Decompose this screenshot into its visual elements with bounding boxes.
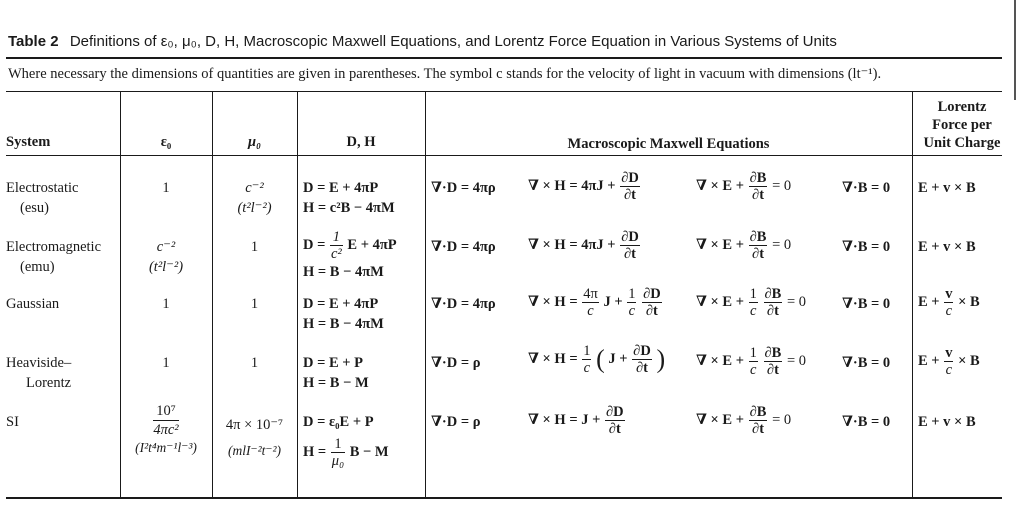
fraction-num: 10⁷ (153, 402, 178, 421)
fraction-den: ∂t (635, 360, 648, 376)
system-line1: Electromagnetic (6, 239, 102, 255)
table-title: Definitions of ε₀, μ₀, D, H, Macroscopic Maxwell Equations, and Lorentz Force Equation in Various Systems of Units (69, 33, 837, 50)
fraction (749, 404, 768, 437)
d-rhs: E + 4πP (347, 236, 397, 253)
faraday-law (696, 404, 791, 437)
fraction-den: ∂t (766, 362, 779, 378)
ampere-lhs: ∇ × H = 4πJ + (528, 177, 616, 194)
mu0-value (212, 178, 297, 218)
dh-definitions (303, 353, 369, 393)
fraction-num: ∂D (605, 404, 624, 420)
system-line2: Lorentz (26, 375, 72, 391)
mu0-line1: c⁻² (245, 180, 264, 196)
fraction-num: ∂D (621, 170, 639, 186)
d-definition: D = ε₀E + P (303, 414, 374, 430)
lorentz-lhs: E + (918, 352, 940, 369)
fraction-num: 4π (583, 286, 598, 302)
fraction-num: ∂B (749, 229, 767, 245)
ampere-lhs: ∇ × H = 4πJ + (528, 236, 616, 253)
d-definition (303, 229, 397, 262)
faraday-rhs: = 0 (772, 177, 792, 194)
system-name (6, 237, 101, 277)
ampere-j: J + (608, 350, 628, 367)
fraction-num: 1 (749, 286, 757, 302)
faraday-lhs: ∇ × E + (696, 293, 744, 310)
lorentz-force (918, 345, 980, 378)
fraction-den: ∂t (608, 421, 621, 437)
mu0-line2: (t²l⁻²) (237, 200, 272, 216)
header-mu0: μ₀ (247, 134, 262, 150)
div-b-law: ∇·B = 0 (842, 296, 891, 312)
fraction (749, 286, 758, 319)
mu0-value: 1 (250, 239, 259, 255)
eps0-value (120, 402, 212, 457)
fraction-den: ∂t (624, 246, 636, 262)
fraction (749, 170, 768, 203)
fraction-den: c (945, 303, 953, 319)
ampere-lhs: ∇ × H = (528, 350, 578, 367)
system-line2: (esu) (20, 200, 49, 216)
h-definition (303, 436, 389, 469)
fraction-num: ∂B (764, 345, 782, 361)
fraction-den: μ₀ (331, 453, 345, 469)
mu0-value: 1 (250, 296, 259, 312)
system-line1: Heaviside– (6, 355, 72, 371)
eps0-value: 1 (162, 355, 170, 371)
fraction-den: c (628, 303, 636, 319)
ampere-law (528, 404, 626, 437)
fraction-num: v (945, 345, 953, 361)
ampere-lhs: ∇ × H = (528, 293, 578, 310)
fraction-num: 1 (331, 436, 345, 453)
fraction-den: c² (330, 246, 342, 262)
system-name: Gaussian (6, 296, 60, 312)
close-paren: ) (656, 344, 666, 374)
fraction-num: ∂D (643, 286, 661, 302)
ampere-law (528, 229, 641, 262)
fraction-num: v (945, 286, 953, 302)
fraction-num: 1 (330, 229, 343, 246)
header-lorentz-line3: Unit Charge (923, 135, 1001, 151)
fraction-den: ∂t (752, 421, 765, 437)
header-system: System (6, 134, 51, 150)
header-lorentz-line2: Force per (932, 117, 992, 133)
fraction (331, 436, 345, 469)
lorentz-force: E + v × B (918, 414, 976, 430)
h-definition: H = B − M (303, 375, 369, 391)
fraction-den: c (750, 303, 757, 319)
faraday-lhs: ∇ × E + (696, 177, 744, 194)
open-paren: ( (596, 344, 605, 374)
fraction-num: ∂B (764, 286, 782, 302)
column-divider (912, 92, 913, 497)
fraction (944, 286, 953, 319)
h-rhs: B − M (349, 443, 389, 460)
header-eps0: ε₀ (160, 134, 172, 150)
fraction-den: ∂t (645, 303, 658, 319)
header-lorentz-line1: Lorentz (937, 99, 987, 115)
ampere-mid: J + (603, 293, 623, 310)
fraction (153, 402, 178, 439)
lorentz-rhs: × B (958, 293, 980, 310)
fraction-num: ∂B (749, 404, 767, 420)
fraction-den: ∂t (752, 187, 765, 203)
system-line2: (emu) (20, 259, 55, 275)
fraction-den: c (945, 362, 953, 378)
eps0-value (120, 237, 212, 277)
fraction (944, 345, 953, 378)
fraction (605, 404, 625, 437)
gauss-law: ∇·D = 4πρ (431, 180, 496, 196)
h-definition: H = c²B − 4πM (303, 200, 395, 216)
fraction-den: c (587, 303, 594, 319)
faraday-law (696, 170, 791, 203)
system-name (6, 178, 78, 218)
h-lhs: H = (303, 443, 327, 460)
faraday-law (696, 286, 806, 319)
fraction (764, 286, 783, 319)
eps0-dimension: (I²t⁴m⁻¹l⁻³) (135, 440, 197, 455)
fraction (330, 229, 343, 262)
lorentz-force: E + v × B (918, 180, 976, 196)
fraction (749, 345, 758, 378)
ampere-law (528, 170, 641, 203)
faraday-law (696, 229, 791, 262)
faraday-lhs: ∇ × E + (696, 411, 744, 428)
fraction-num: ∂D (621, 229, 639, 245)
table-caption (8, 33, 998, 51)
column-divider (297, 92, 298, 497)
h-definition: H = B − 4πM (303, 316, 384, 332)
div-b-law: ∇·B = 0 (842, 180, 891, 196)
fraction (764, 345, 783, 378)
page-edge-mark (1014, 0, 1016, 100)
eps0-value: 1 (162, 180, 170, 196)
fraction-num: 1 (749, 345, 757, 361)
fraction (642, 286, 662, 319)
lorentz-rhs: × B (958, 352, 980, 369)
faraday-rhs: = 0 (786, 293, 807, 310)
div-b-law: ∇·B = 0 (842, 239, 891, 255)
mu0-line2: (mlI⁻²t⁻²) (227, 443, 282, 458)
header-bottom-rule (6, 155, 1002, 156)
dh-definitions (303, 412, 389, 469)
fraction-num: 1 (583, 343, 591, 359)
gauss-law: ∇·D = ρ (431, 355, 481, 371)
faraday-rhs: = 0 (772, 411, 792, 428)
header-dh: D, H (346, 134, 376, 150)
dh-definitions (303, 178, 395, 218)
system-name: SI (6, 414, 19, 430)
ampere-law (528, 286, 663, 319)
fraction-num: 1 (628, 286, 636, 302)
gauss-law: ∇·D = 4πρ (431, 239, 496, 255)
fraction (582, 343, 591, 376)
fraction (627, 286, 636, 319)
mu0-line1: 4π × 10⁻⁷ (225, 417, 284, 433)
fraction (582, 286, 599, 319)
mu0-value (212, 412, 297, 464)
fraction (620, 170, 640, 203)
d-definition: D = E + 4πP (303, 296, 379, 312)
h-definition: H = B − 4πM (303, 264, 384, 280)
gauss-law: ∇·D = 4πρ (431, 296, 496, 312)
fraction-den: 4πc² (153, 422, 179, 438)
header-top-rule (6, 91, 1002, 92)
faraday-lhs: ∇ × E + (696, 352, 744, 369)
caption-rule (6, 57, 1002, 59)
fraction (632, 343, 652, 376)
d-definition: D = E + P (303, 355, 364, 371)
lorentz-force: E + v × B (918, 239, 976, 255)
fraction-num: ∂B (749, 170, 767, 186)
ampere-law (528, 343, 665, 376)
fraction-den: ∂t (766, 303, 779, 319)
eps0-line1: c⁻² (156, 239, 176, 255)
system-line1: Electrostatic (6, 180, 79, 196)
dh-definitions (303, 229, 397, 282)
d-definition: D = E + 4πP (303, 180, 379, 196)
faraday-law (696, 345, 806, 378)
table-label: Table 2 (8, 33, 59, 50)
fraction-den: c (583, 360, 591, 376)
header-maxwell: Macroscopic Maxwell Equations (567, 136, 770, 152)
eps0-value: 1 (162, 296, 170, 312)
header-lorentz (912, 98, 1012, 152)
lorentz-force (918, 286, 980, 319)
faraday-lhs: ∇ × E + (696, 236, 744, 253)
faraday-rhs: = 0 (786, 352, 807, 369)
system-name (6, 353, 71, 393)
fraction-num: ∂D (633, 343, 651, 359)
eps0-line2: (t²l⁻²) (148, 259, 184, 275)
table-bottom-rule (6, 497, 1002, 499)
fraction-den: c (750, 362, 757, 378)
lorentz-lhs: E + (918, 293, 940, 310)
mu0-value: 1 (250, 355, 259, 371)
div-b-law: ∇·B = 0 (842, 355, 891, 371)
ampere-lhs: ∇ × H = J + (528, 411, 601, 428)
fraction-den: ∂t (752, 246, 765, 262)
dh-definitions (303, 294, 384, 334)
fraction-den: ∂t (624, 187, 636, 203)
table-note: Where necessary the dimensions of quantities are given in parentheses. The symbol c stands for the velocity of light in vacuum with dimensions (lt⁻¹). (8, 66, 882, 82)
div-b-law: ∇·B = 0 (842, 414, 891, 430)
fraction (620, 229, 640, 262)
d-lhs: D = (303, 236, 326, 253)
gauss-law: ∇·D = ρ (431, 414, 481, 430)
faraday-rhs: = 0 (772, 236, 792, 253)
fraction (749, 229, 768, 262)
